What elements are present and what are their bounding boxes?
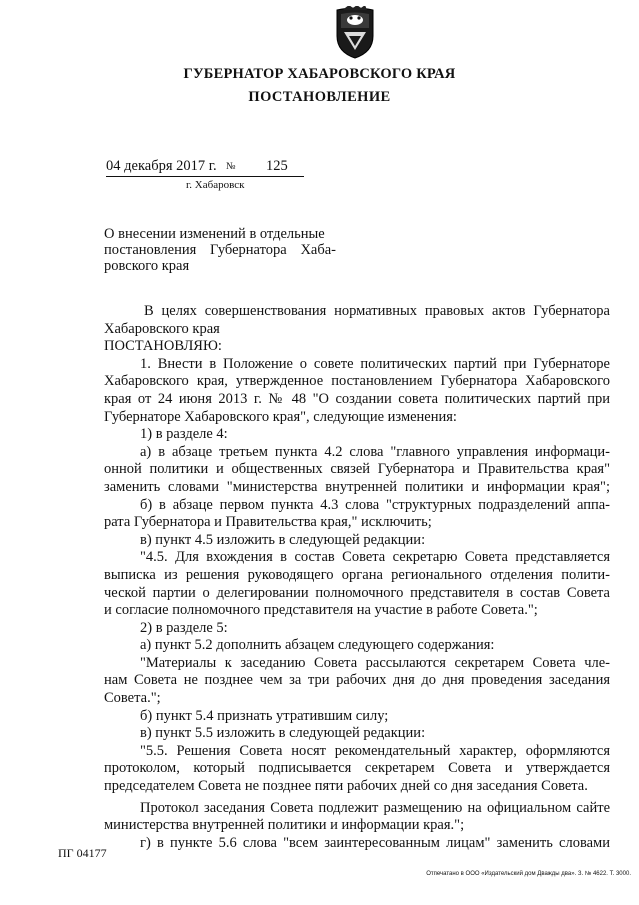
body-line: 1. Внести в Положение о совете политических партий при Губернаторе <box>140 355 610 372</box>
body-line: 1) в разделе 4: <box>140 426 228 443</box>
number-label: № <box>226 161 236 172</box>
form-code: ПГ 04177 <box>58 846 107 860</box>
body-line: В целях совершенствования нормативных правовых актов Губернатора <box>144 303 610 319</box>
date-underline <box>106 176 246 177</box>
body-line: рата Губернатора и Правительства края," исключить; <box>104 514 432 531</box>
body-line: выписка из решения руководящего органа регионального отделения полити- <box>104 566 610 583</box>
subject-line: постановления Губернатора Хаба- <box>104 242 336 258</box>
body-line: края от 24 июня 2013 г. № 48 "О создании совета политических партий при <box>104 390 610 407</box>
printer-imprint: Отпечатано в ООО «Издательский дом Дважды два». З. № 4622. Т. 3000. <box>426 871 631 877</box>
body-line: министерства внутренней политики и информации края."; <box>104 817 465 834</box>
body-line: Хабаровского края <box>104 320 220 337</box>
body-line: председателем Совета не позднее пяти рабочих дней со дня заседания Совета. <box>104 778 588 795</box>
body-line: а) в абзаце третьем пункта 4.2 слова "главного управления информаци- <box>140 443 610 460</box>
body-line: протоколом, который подписывается секретарем Совета и утверждается <box>104 760 610 777</box>
body-line: Хабаровского края, утвержденное постановлением Губернатора Хабаровского <box>104 373 610 390</box>
body-line: Губернаторе Хабаровского края", следующие изменения: <box>104 408 457 425</box>
body-line: в) пункт 4.5 изложить в следующей редакции: <box>140 531 426 548</box>
document-subject <box>104 226 336 274</box>
number-underline <box>244 176 304 177</box>
document-date: 04 декабря 2017 г. <box>106 158 217 174</box>
body-line: 2) в разделе 5: <box>140 619 228 636</box>
subject-line: ровского края <box>104 258 190 274</box>
subject-line: О внесении изменений в отдельные <box>104 226 325 242</box>
body-line: "5.5. Решения Совета носят рекомендательный характер, оформляются <box>140 742 610 759</box>
document-issuer-title: ГУБЕРНАТОР ХАБАРОВСКОГО КРАЯ <box>183 66 456 82</box>
body-line: нам Совета не позднее чем за три рабочих дня до дня проведения заседания <box>104 672 610 689</box>
body-line: "4.5. Для вхождения в состав Совета секретарю Совета представляется <box>140 549 610 566</box>
body-line: б) в абзаце первом пункта 4.3 слова "структурных подразделений аппа- <box>140 496 610 513</box>
coat-of-arms-icon <box>331 6 379 60</box>
body-line: онной политики и общественных связей Губернатора и Правительства края" <box>104 461 610 478</box>
body-line-decree: ПОСТАНОВЛЯЮ: <box>104 338 222 355</box>
body-line: б) пункт 5.4 признать утратившим силу; <box>140 707 389 724</box>
body-line: "Материалы к заседанию Совета рассылаются секретарем Совета чле- <box>140 654 610 671</box>
body-line: Протокол заседания Совета подлежит размещению на официальном сайте <box>140 799 610 816</box>
body-line: в) пункт 5.5 изложить в следующей редакции: <box>140 725 426 742</box>
body-line: и согласие полномочного представителя на участие в работе Совета."; <box>104 602 538 619</box>
body-line: а) пункт 5.2 дополнить абзацем следующего содержания: <box>140 637 495 654</box>
document-body <box>104 303 610 852</box>
body-line: ческой партии о делегировании полномочного представителя в состав Совета <box>104 584 610 601</box>
document-number: 125 <box>266 158 288 174</box>
body-line: заменить словами "министерства внутренней политики и информации края"; <box>104 478 610 495</box>
body-line: г) в пункте 5.6 слова "всем заинтересованным лицам" заменить словами <box>140 834 610 851</box>
document-city: г. Хабаровск <box>186 179 245 191</box>
body-line: Совета."; <box>104 690 161 707</box>
document-type-title: ПОСТАНОВЛЕНИЕ <box>248 89 391 105</box>
